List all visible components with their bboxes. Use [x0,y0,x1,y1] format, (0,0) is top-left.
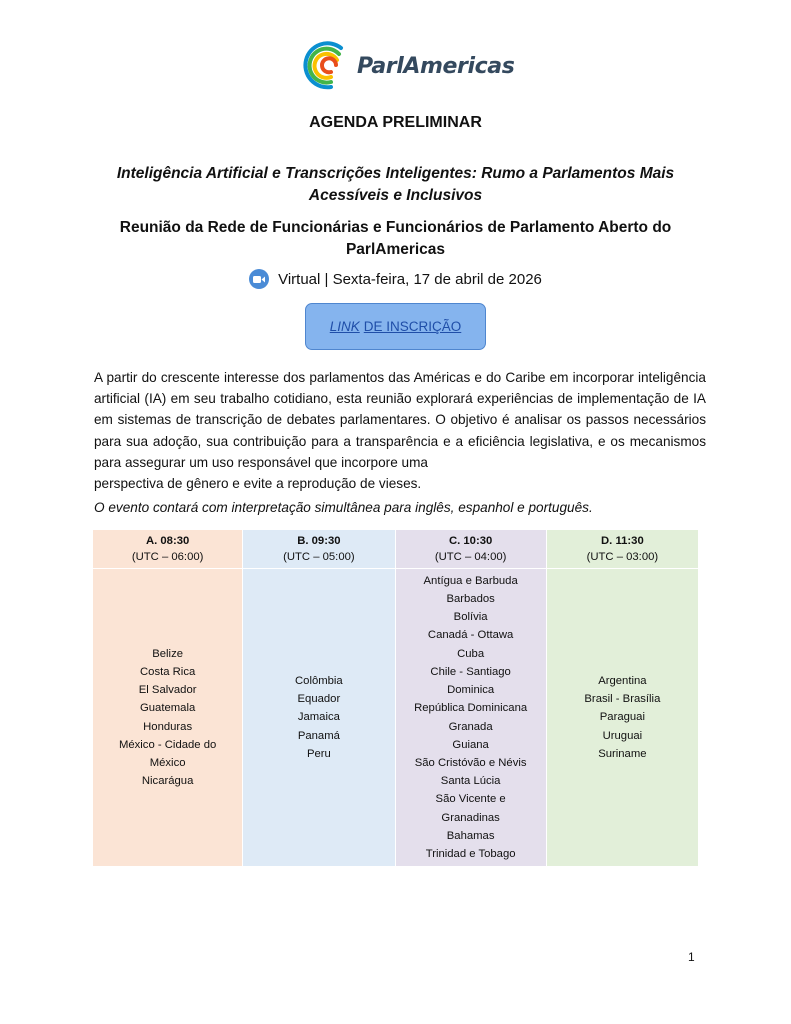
country-list-item: Costa Rica [140,665,196,678]
timezone-utc-offset: (UTC – 05:00) [283,551,355,563]
country-list-item: Bolívia [453,611,488,624]
country-list-item: Jamaica [297,711,340,724]
registration-link-label: DE INSCRIÇÃO [363,319,462,334]
timezone-column [242,530,394,866]
country-list-item: Chile - Santiago [430,665,511,678]
country-list-item: Peru [306,747,331,760]
video-camera-icon [249,269,269,289]
timezone-column [546,530,698,866]
country-list-item: Bahamas [446,829,495,842]
country-list-item: Argentina [598,674,647,687]
country-list-item: Nicarágua [141,775,194,788]
country-list-item: Guiana [452,738,489,751]
country-list-item: Colômbia [295,674,343,687]
timezone-table [93,530,698,866]
country-list-item: Granadinas [441,811,500,824]
timezone-utc-offset: (UTC – 04:00) [434,551,507,563]
country-list-item: São Vicente e [435,793,506,806]
country-list-item: Uruguai [602,729,643,742]
country-list-item: Dominica [447,684,495,697]
event-date-text: Virtual | Sexta-feira, 17 de abril de 2026 [278,270,542,288]
country-list-item: El Salvador [138,684,197,697]
country-list-item: Honduras [143,720,193,733]
meeting-title: Reunião da Rede de Funcionárias e Funcionários de Parlamento Aberto do ParlAmericas [119,219,672,258]
timezone-column [93,530,242,866]
page-number: 1 [688,950,695,964]
parlamericas-swirl-icon [301,40,353,92]
country-list-item: Santa Lúcia [440,775,501,788]
country-list-item: Cuba [457,647,485,660]
timezone-time-label: C. 10:30 [448,535,493,547]
country-list-item: Equador [297,693,341,706]
timezone-utc-offset: (UTC – 03:00) [586,551,659,563]
timezone-country-list [93,569,242,866]
country-list-item: Paraguai [599,711,645,724]
country-list-item: Belize [152,647,184,660]
country-list-item: Trinidad e Tobago [425,847,516,860]
country-list-item: México [149,756,186,769]
country-list-item: Panamá [297,729,340,742]
timezone-country-list [243,569,394,866]
country-list-item: Antígua e Barbuda [423,574,518,587]
country-list-item: Guatemala [139,702,196,715]
timezone-utc-offset: (UTC – 06:00) [131,551,204,563]
country-list-item: México - Cidade do [118,738,217,751]
timezone-header [93,530,242,569]
interpretation-note: O evento contará com interpretação simultânea para inglês, espanhol e português. [94,500,593,515]
country-list-item: Suriname [598,747,647,760]
timezone-time-label: B. 09:30 [297,535,341,547]
logo-text: ParlAmericas [357,53,515,79]
country-list-item: Canadá - Ottawa [427,629,514,642]
event-details [0,269,791,289]
registration-link-word: LINK [329,319,360,334]
timezone-time-label: A. 08:30 [145,535,190,547]
country-list-item: República Dominicana [414,702,528,715]
intro-paragraph [94,367,706,494]
timezone-country-list [547,569,698,866]
country-list-item: Brasil - Brasília [584,693,661,706]
timezone-column [395,530,546,866]
timezone-country-list [396,569,546,866]
timezone-header [547,530,698,569]
intro-paragraph-text: A partir do crescente interesse dos parlamentos das Américas e do Caribe em incorporar inteligência artificial (IA) em seu trabalho cotidiano, esta reunião explorará experiências de implementação de IA em sistemas de transcrição de debates parlamentares. O objetivo é analisar os passos necessários para sua adoção, sua contribuição para a transparência e a eficiência legislativa, e os mecanismos para assegurar um uso responsável que incorpore uma [94,370,706,470]
registration-link-button[interactable] [305,303,486,350]
timezone-header [243,530,394,569]
agenda-theme-title: Inteligência Artificial e Transcrições Inteligentes: Rumo a Parlamentos Mais Acessíveis e Inclusivos [116,165,675,204]
country-list-item: Barbados [446,593,495,606]
timezone-time-label: D. 11:30 [601,535,644,547]
intro-paragraph-last-line: perspectiva de gênero e evite a reprodução de vieses. [94,476,422,492]
timezone-header [396,530,546,569]
parlamericas-logo [301,37,514,95]
country-list-item: Granada [448,720,493,733]
document-title: AGENDA PRELIMINAR [309,114,482,131]
country-list-item: São Cristóvão e Névis [414,756,527,769]
